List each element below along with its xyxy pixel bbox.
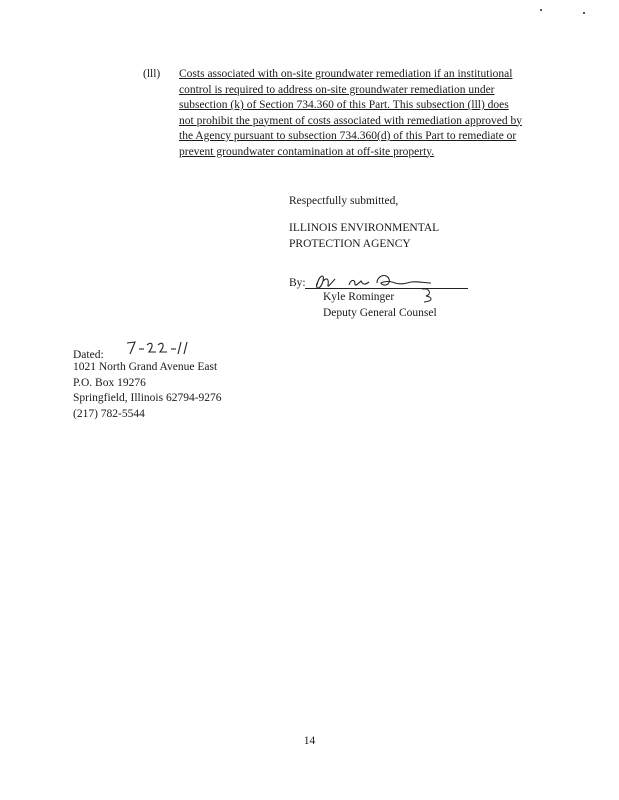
agency-line-2: PROTECTION AGENCY (289, 237, 411, 250)
item-marker: (lll) (143, 68, 161, 80)
item-paragraph (179, 67, 549, 160)
paragraph-line (179, 129, 549, 145)
signer-title: Deputy General Counsel (323, 306, 437, 319)
paragraph-text: the Agency pursuant to subsection 734.360(d) of this Part to remediate or (179, 130, 517, 142)
by-label: By: (289, 277, 306, 289)
scan-speck (540, 9, 542, 11)
signature-line (305, 288, 468, 289)
scan-speck (583, 12, 585, 14)
paragraph-line (179, 114, 549, 130)
paragraph-line (179, 145, 549, 161)
page-number: 14 (303, 735, 316, 747)
signature-flourish (418, 286, 440, 304)
paragraph-line (179, 98, 549, 114)
address-street: 1021 North Grand Avenue East (73, 361, 218, 373)
paragraph-text: not prohibit the payment of costs associated with remediation approved by (179, 114, 523, 127)
dated-label: Dated: (73, 349, 104, 361)
agency-line-1: ILLINOIS ENVIRONMENTAL (289, 222, 440, 234)
paragraph-line (179, 83, 549, 99)
address-city: Springfield, Illinois 62794-9276 (73, 392, 222, 404)
paragraph-text: prevent groundwater contamination at off-site property. (179, 145, 435, 158)
address-phone: (217) 782-5544 (73, 407, 145, 420)
closing-text: Respectfully submitted, (289, 195, 399, 207)
paragraph-line (179, 67, 549, 83)
paragraph-text: subsection (k) of Section 734.360 of this Part. This subsection (lll) does (179, 99, 509, 111)
address-po-box: P.O. Box 19276 (73, 376, 146, 389)
agency-address (73, 360, 222, 422)
signer-name: Kyle Rominger (323, 291, 395, 303)
paragraph-text: Costs associated with on-site groundwater remediation if an institutional (179, 68, 513, 80)
paragraph-text: control is required to address on-site groundwater remediation under (179, 83, 495, 96)
agency-name (289, 221, 439, 252)
